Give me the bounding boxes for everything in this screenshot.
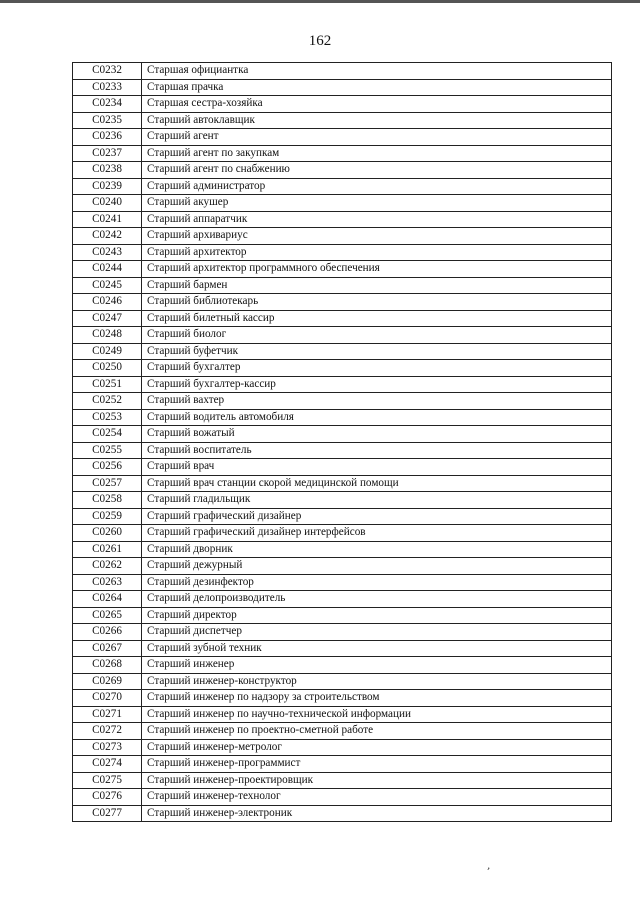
- position-code-cell: C0273: [73, 739, 142, 756]
- table-row: [73, 525, 612, 542]
- position-title-cell: Старший врач: [142, 459, 612, 476]
- table-row: [73, 393, 612, 410]
- position-title-cell: Старший агент по снабжению: [142, 162, 612, 179]
- table-row: [73, 541, 612, 558]
- table-row: [73, 706, 612, 723]
- table-row: [73, 343, 612, 360]
- table-row: [73, 475, 612, 492]
- position-code-cell: C0270: [73, 690, 142, 707]
- table-row: [73, 459, 612, 476]
- position-title-cell: Старший билетный кассир: [142, 310, 612, 327]
- position-code-cell: C0277: [73, 805, 142, 822]
- table-row: [73, 739, 612, 756]
- table-row: [73, 508, 612, 525]
- position-code-cell: C0267: [73, 640, 142, 657]
- table-row: [73, 129, 612, 146]
- table-row: [73, 145, 612, 162]
- position-code-cell: C0238: [73, 162, 142, 179]
- position-code-cell: C0242: [73, 228, 142, 245]
- table-row: [73, 79, 612, 96]
- position-code-cell: C0250: [73, 360, 142, 377]
- position-code-cell: C0233: [73, 79, 142, 96]
- position-title-cell: Старший инженер-конструктор: [142, 673, 612, 690]
- position-title-cell: Старший инженер-проектировщик: [142, 772, 612, 789]
- position-title-cell: Старший инженер по проектно-сметной работе: [142, 723, 612, 740]
- position-title-cell: Старший агент по закупкам: [142, 145, 612, 162]
- position-title-cell: Старший агент: [142, 129, 612, 146]
- table-row: [73, 228, 612, 245]
- table-row: [73, 294, 612, 311]
- position-title-cell: Старшая прачка: [142, 79, 612, 96]
- table-row: [73, 376, 612, 393]
- position-title-cell: Старший дежурный: [142, 558, 612, 575]
- position-title-cell: Старший администратор: [142, 178, 612, 195]
- position-title-cell: Старший инженер по надзору за строительством: [142, 690, 612, 707]
- position-title-cell: Старший вахтер: [142, 393, 612, 410]
- table-row: [73, 426, 612, 443]
- position-title-cell: Старший аппаратчик: [142, 211, 612, 228]
- scan-speck: ʼ: [484, 865, 491, 878]
- position-code-cell: C0262: [73, 558, 142, 575]
- position-title-cell: Старший инженер-программист: [142, 756, 612, 773]
- position-code-cell: C0263: [73, 574, 142, 591]
- table-row: [73, 805, 612, 822]
- table-row: [73, 574, 612, 591]
- position-code-cell: C0241: [73, 211, 142, 228]
- position-title-cell: Старший делопроизводитель: [142, 591, 612, 608]
- table-row: [73, 657, 612, 674]
- position-code-cell: C0232: [73, 63, 142, 80]
- position-code-cell: C0271: [73, 706, 142, 723]
- position-title-cell: Старший автоклавщик: [142, 112, 612, 129]
- position-title-cell: Старший бухгалтер-кассир: [142, 376, 612, 393]
- position-title-cell: Старший библиотекарь: [142, 294, 612, 311]
- position-title-cell: Старшая сестра-хозяйка: [142, 96, 612, 113]
- position-code-cell: C0264: [73, 591, 142, 608]
- table-row: [73, 772, 612, 789]
- position-title-cell: Старший инженер-электроник: [142, 805, 612, 822]
- position-title-cell: Старший инженер по научно-технической информации: [142, 706, 612, 723]
- position-code-cell: C0247: [73, 310, 142, 327]
- position-code-cell: C0276: [73, 789, 142, 806]
- position-code-cell: C0235: [73, 112, 142, 129]
- table-row: [73, 63, 612, 80]
- position-title-cell: Старший архитектор программного обеспечения: [142, 261, 612, 278]
- position-code-cell: C0261: [73, 541, 142, 558]
- table-row: [73, 442, 612, 459]
- position-code-cell: C0249: [73, 343, 142, 360]
- table-row: [73, 789, 612, 806]
- table-row: [73, 624, 612, 641]
- scan-top-edge: [0, 0, 640, 3]
- position-code-cell: C0243: [73, 244, 142, 261]
- position-title-cell: Старший дворник: [142, 541, 612, 558]
- position-code-cell: C0265: [73, 607, 142, 624]
- table-row: [73, 162, 612, 179]
- position-code-cell: C0248: [73, 327, 142, 344]
- table-row: [73, 277, 612, 294]
- position-code-cell: C0245: [73, 277, 142, 294]
- position-code-cell: C0272: [73, 723, 142, 740]
- position-code-cell: C0239: [73, 178, 142, 195]
- table-row: [73, 244, 612, 261]
- position-code-cell: C0266: [73, 624, 142, 641]
- position-code-cell: C0253: [73, 409, 142, 426]
- page-number: 162: [308, 33, 332, 49]
- position-code-cell: C0234: [73, 96, 142, 113]
- position-code-cell: C0269: [73, 673, 142, 690]
- position-code-cell: C0256: [73, 459, 142, 476]
- table-row: [73, 640, 612, 657]
- position-title-cell: Старший вожатый: [142, 426, 612, 443]
- position-code-cell: C0259: [73, 508, 142, 525]
- position-code-cell: C0257: [73, 475, 142, 492]
- position-title-cell: Старший графический дизайнер: [142, 508, 612, 525]
- position-code-cell: C0260: [73, 525, 142, 542]
- table-row: [73, 409, 612, 426]
- position-title-cell: Старший акушер: [142, 195, 612, 212]
- table-row: [73, 96, 612, 113]
- table-row: [73, 178, 612, 195]
- position-title-cell: Старший архитектор: [142, 244, 612, 261]
- table-row: [73, 327, 612, 344]
- table-row: [73, 211, 612, 228]
- table-row: [73, 261, 612, 278]
- table-row: [73, 756, 612, 773]
- position-code-table: [72, 62, 612, 822]
- position-code-cell: C0240: [73, 195, 142, 212]
- position-title-cell: Старший дезинфектор: [142, 574, 612, 591]
- table-row: [73, 112, 612, 129]
- position-title-cell: Старший врач станции скорой медицинской помощи: [142, 475, 612, 492]
- position-title-cell: Старший графический дизайнер интерфейсов: [142, 525, 612, 542]
- position-title-cell: Старший биолог: [142, 327, 612, 344]
- position-title-cell: Старший инженер: [142, 657, 612, 674]
- position-code-cell: C0255: [73, 442, 142, 459]
- position-code-cell: C0237: [73, 145, 142, 162]
- table-row: [73, 492, 612, 509]
- position-code-cell: C0236: [73, 129, 142, 146]
- table-row: [73, 607, 612, 624]
- position-title-cell: Старший бармен: [142, 277, 612, 294]
- position-title-cell: Старший бухгалтер: [142, 360, 612, 377]
- table-row: [73, 360, 612, 377]
- table-row: [73, 690, 612, 707]
- position-title-cell: Старший воспитатель: [142, 442, 612, 459]
- position-title-cell: Старший архивариус: [142, 228, 612, 245]
- position-code-cell: C0254: [73, 426, 142, 443]
- position-code-cell: C0258: [73, 492, 142, 509]
- position-code-cell: C0252: [73, 393, 142, 410]
- table-row: [73, 310, 612, 327]
- table-body: [73, 63, 612, 822]
- position-title-cell: Старшая официантка: [142, 63, 612, 80]
- position-code-cell: C0251: [73, 376, 142, 393]
- position-title-cell: Старший гладильщик: [142, 492, 612, 509]
- position-code-cell: C0244: [73, 261, 142, 278]
- position-title-cell: Старший инженер-метролог: [142, 739, 612, 756]
- position-code-cell: C0275: [73, 772, 142, 789]
- table-row: [73, 195, 612, 212]
- position-title-cell: Старший зубной техник: [142, 640, 612, 657]
- table-row: [73, 723, 612, 740]
- position-code-cell: C0246: [73, 294, 142, 311]
- position-title-cell: Старший водитель автомобиля: [142, 409, 612, 426]
- position-title-cell: Старший буфетчик: [142, 343, 612, 360]
- table-row: [73, 673, 612, 690]
- position-title-cell: Старший директор: [142, 607, 612, 624]
- position-code-cell: C0268: [73, 657, 142, 674]
- position-code-cell: C0274: [73, 756, 142, 773]
- position-title-cell: Старший инженер-технолог: [142, 789, 612, 806]
- table-row: [73, 558, 612, 575]
- position-title-cell: Старший диспетчер: [142, 624, 612, 641]
- table-row: [73, 591, 612, 608]
